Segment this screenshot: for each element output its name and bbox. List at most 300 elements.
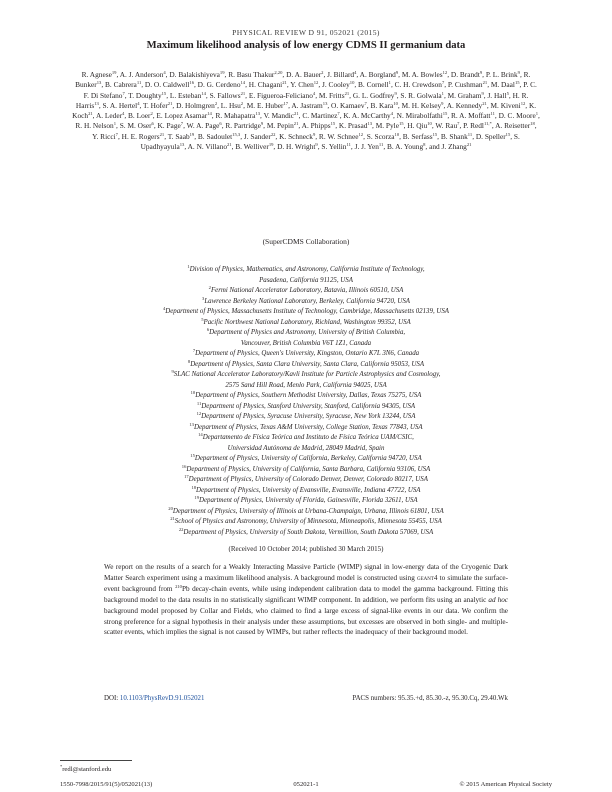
author-name: R. Basu Thakur xyxy=(228,70,275,79)
author xyxy=(215,111,260,120)
author-affiliation-mark: 9 xyxy=(312,131,316,137)
author xyxy=(400,91,444,100)
author-affiliation-mark: 17 xyxy=(283,100,289,106)
author-name: D. H. Wright xyxy=(277,142,316,152)
author-name: D. O. Caldwell xyxy=(144,80,190,90)
author-affiliation-mark: 21 xyxy=(482,100,487,106)
affiliation-text: Department of Physics, University of Evansville, Evansville, Indiana 47722, USA xyxy=(196,486,421,494)
author-affiliation-mark: 21 xyxy=(88,111,93,117)
affiliation-line xyxy=(60,328,552,339)
affiliation-text: Division of Physics, Mathematics, and Astronomy, California Institute of Technology, xyxy=(189,266,425,273)
affiliation-number: 15 xyxy=(190,453,195,458)
affiliation-number: 16 xyxy=(181,463,187,469)
author-affiliation-mark: 14 xyxy=(201,90,206,96)
author xyxy=(343,111,393,120)
author xyxy=(188,142,232,151)
author-affiliation-mark: 4 xyxy=(354,70,357,75)
affiliation-line xyxy=(60,307,552,318)
affiliation-text: Pacific Northwest National Laboratory, Richland, Washington 99352, USA xyxy=(203,318,411,326)
abstract-pb-mass: 210 xyxy=(175,583,182,589)
author-name: K. Koch xyxy=(72,100,537,121)
author xyxy=(120,70,166,79)
author xyxy=(235,142,273,151)
author-affiliation-mark: 21 xyxy=(227,142,232,148)
author-affiliation-mark: 15 xyxy=(330,121,336,127)
affiliation-number: 1 xyxy=(187,264,190,269)
affiliation-number: 6 xyxy=(206,327,210,332)
author-name: M. Pepin xyxy=(266,121,294,131)
author xyxy=(221,101,243,110)
affiliation-line xyxy=(60,339,552,350)
affiliation-number: 20 xyxy=(168,505,173,511)
author xyxy=(264,111,299,120)
footnote-divider xyxy=(60,760,132,761)
author-name: A. Leder xyxy=(95,111,123,121)
affiliation-number: 12 xyxy=(196,411,202,416)
affiliation-line xyxy=(60,412,552,423)
author xyxy=(302,111,339,120)
author-name: M. Graham xyxy=(447,90,482,100)
author-name: L. Hsu xyxy=(220,100,241,110)
author xyxy=(442,142,472,151)
author xyxy=(463,121,492,130)
author-affiliation-mark: 1 xyxy=(388,80,391,86)
affiliation-line xyxy=(60,475,552,486)
author-name: V. Mandic xyxy=(263,111,295,121)
author-name: G. L. Godfrey xyxy=(352,90,395,100)
affiliation-text: Departamento de Física Teórica and Instituto de Física Teórica UAM/CSIC, xyxy=(202,434,414,441)
author-affiliation-mark: 15 xyxy=(505,131,511,137)
author-name: K. Prasad xyxy=(338,121,368,131)
author-name: B. Welliver xyxy=(235,142,269,152)
author-affiliation-mark: 21 xyxy=(167,100,173,106)
author-affiliation-mark: 12 xyxy=(358,131,364,137)
affiliation-text: Department of Physics, Queen's University, Kingston, Ontario K7L 3N6, Canada xyxy=(195,350,420,357)
author xyxy=(249,80,287,89)
author xyxy=(279,132,315,141)
author-name: P. Cushman xyxy=(447,80,483,90)
author xyxy=(82,70,117,79)
author-affiliation-mark: 15 xyxy=(514,80,520,86)
author xyxy=(302,121,336,130)
author-affiliation-mark: 7 xyxy=(180,121,184,127)
author-name: A. Jastram xyxy=(291,100,323,110)
affiliation-text: Department of Physics, University of California, Santa Barbara, California 93106, USA xyxy=(186,465,431,473)
author-name: H. Qiu xyxy=(407,121,428,131)
author-name: B. Cabrera xyxy=(105,80,137,90)
author-affiliation-mark: 14 xyxy=(207,111,212,117)
author-name: E. Figueroa-Feliciano xyxy=(248,90,313,100)
author xyxy=(476,132,510,141)
author xyxy=(128,91,166,100)
author-name: R. A. Moffatt xyxy=(451,111,491,121)
author-affiliation-mark: 4 xyxy=(122,111,125,117)
author-name: R. Mahapatra xyxy=(215,111,256,121)
author-affiliation-mark: 21 xyxy=(293,121,299,127)
footnote xyxy=(60,766,111,773)
author-name: T. Doughty xyxy=(128,90,162,100)
affiliation-text: Universidad Autónoma de Madrid, 28049 Madrid, Spain xyxy=(227,444,385,452)
author xyxy=(355,142,384,151)
author xyxy=(358,80,391,89)
affiliation-text: SLAC National Accelerator Laboratory/Kavli Institute for Particle Astrophysics and Cosmology, xyxy=(173,371,441,378)
author-name: A. J. Anderson xyxy=(119,70,164,79)
author xyxy=(486,70,520,79)
affiliation-line xyxy=(60,528,552,539)
author-name: J. Sander xyxy=(243,131,271,141)
affiliation-number: 5 xyxy=(201,316,204,322)
author-name: A. N. Villano xyxy=(187,142,227,152)
author xyxy=(277,142,318,151)
affiliation-number: 14 xyxy=(198,432,203,437)
author xyxy=(397,111,448,120)
affiliation-number: 19 xyxy=(194,495,199,500)
author-name: B. A. Young xyxy=(387,142,424,152)
author xyxy=(387,142,425,151)
author-affiliation-mark: 4 xyxy=(312,90,316,96)
author-affiliation-mark: 16 xyxy=(189,80,194,86)
author-affiliation-mark: 5 xyxy=(506,90,509,96)
author-name: M. Kiveni xyxy=(490,100,521,110)
author xyxy=(158,121,184,130)
author-affiliation-mark: 10 xyxy=(349,80,355,86)
author-affiliation-mark: 6 xyxy=(219,121,222,127)
author-name: Y. Chen xyxy=(290,80,314,90)
author xyxy=(170,91,206,100)
author-name: H. R. Harris xyxy=(75,90,529,110)
author-affiliation-mark: 15 xyxy=(161,90,167,96)
author xyxy=(370,101,397,110)
affiliation-text: Department of Physics, University of South Dakota, Vermillion, South Dakota 57069, USA xyxy=(183,528,434,536)
author-affiliation-mark: 9 xyxy=(479,70,483,75)
author-affiliation-mark: 12 xyxy=(313,80,319,86)
author xyxy=(187,121,222,130)
author-affiliation-mark: 21 xyxy=(240,90,246,96)
author-name: B. Sadoulet xyxy=(197,131,233,141)
author xyxy=(168,132,194,141)
author-affiliation-mark: 11 xyxy=(136,80,142,86)
author-affiliation-mark: 2 xyxy=(240,100,244,106)
author xyxy=(321,142,351,151)
affiliation-text: Department of Physics, University of Colorado Denver, Denver, Colorado 80217, USA xyxy=(188,476,428,483)
author-affiliation-mark: 13 xyxy=(322,100,328,106)
author xyxy=(402,70,447,79)
author-affiliation-mark: 11 xyxy=(378,142,384,148)
author-name: L. Esteban xyxy=(169,90,202,100)
author-list: R. Agnese$^{19}$, A. J. Anderson$^4$, D. Balakishiyeva$^{19}$, R. Basu Thakur$^{2,20}$, D. A. Bauer$^2$, J. Billard$^4$, A. Borgland$^9$, M. A. Bowles$^{12}$, D. Brandt$^9$, P. L. Brink$^9$, R. Bunker$^{13}$, B. Cabrera$^{11}$, D. O. Caldwell$^{16}$, D. G. Cerdeno$^{14}$, H. Chagani$^{21}$, Y. Chen$^{12}$, J. Cooley$^{10}$, B. Cornell$^1$, C. H. Crewdson$^7$, P. Cushman$^{21}$, M. Daal$^{15}$, P. C. F. Di Stefano$^7$, T. Doughty$^{15}$, L. Esteban$^{14}$, S. Fallows$^{21}$, E. Figueroa-Feliciano$^4$, M. Fritts$^{21}$, G. L. Godfrey$^9$, S. R. Golwala$^1$, M. Graham$^9$, J. Hall$^5$, H. R. Harris$^{13}$, S. A. Hertel$^4$, T. Hofer$^{21}$, D. Holmgren$^2$, L. Hsu$^2$, M. E. Huber$^{17}$, A. Jastram$^{13}$, O. Kamaev$^7$, B. Kara$^{10}$, M. H. Kelsey$^9$, A. Kennedy$^{21}$, M. Kiveni$^{12}$, K. Koch$^{21}$, A. Leder$^4$, B. Loer$^2$, E. Lopez Asamar$^{14}$, R. Mahapatra$^{13}$, V. Mandic$^{21}$, C. Martinez$^7$, K. A. McCarthy$^4$, N. Mirabolfathi$^{15}$, R. A. Moffatt$^{11}$, D. C. Moore$^1$, R. H. Nelson$^1$, S. M. Oser$^6$, K. Page$^7$, W. A. Page$^6$, R. Partridge$^9$, M. Pepin$^{21}$, A. Phipps$^{15}$, K. Prasad$^{13}$, M. Pyle$^{15}$, H. Qiu$^{10}$, W. Rau$^7$, P. Redl$^{11,*}$, A. Reisetter$^{18}$, Y. Ricci$^7$, H. E. Rogers$^{21}$, T. Saab$^{19}$, B. Sadoulet$^{15,3}$, J. Sander$^{22}$, K. Schneck$^9$, R. W. Schnee$^{12}$, S. Scorza$^{10}$, B. Serfass$^{15}$, B. Shank$^{11}$, D. Speller$^{15}$, S. Upadhyayula$^{13}$, A. N. Villano$^{21}$, B. Welliver$^{19}$, D. H. Wright$^9$, S. Yellin$^{11}$, J. J. Yen$^{11}$, B. A. Young$^8$, and J. Zhang$^{21}$ xyxy=(72,70,540,152)
pacs-numbers: PACS numbers: 95.35.+d, 85.30.-z, 95.30.Cq, 29.40.Wk xyxy=(352,695,508,702)
footer-page-number: 052021-1 xyxy=(293,781,319,788)
affiliation-text: Vancouver, British Columbia V6T 1Z1, Canada xyxy=(240,339,372,347)
author-name: H. E. Rogers xyxy=(121,131,160,141)
author xyxy=(491,80,520,89)
author-affiliation-mark: 7 xyxy=(457,121,460,127)
author-name: R. W. Schnee xyxy=(318,131,359,141)
author-affiliation-mark: 22 xyxy=(270,131,276,137)
author xyxy=(267,121,299,130)
author-name: M. A. Bowles xyxy=(401,70,443,79)
author-name: D. Balakishiyeva xyxy=(169,70,220,79)
author-affiliation-mark: 19 xyxy=(189,131,195,137)
author-name: T. Saab xyxy=(167,131,190,141)
author xyxy=(499,111,538,120)
author xyxy=(451,111,495,120)
abstract-text-3: Pb decay-chain events, while using independent calibration data to model the gamma background. Fitting this background model to the data results in no statistically significant WIMP component. In addition, we perform fits using an analytic xyxy=(104,584,508,604)
author xyxy=(291,101,327,110)
author-affiliation-mark: 9 xyxy=(517,70,520,75)
author-name: S. A. Hertel xyxy=(102,100,138,110)
author-name: P. C. F. Di Stefano xyxy=(83,80,537,100)
author xyxy=(435,121,459,130)
author-affiliation-mark: 10 xyxy=(393,100,398,106)
author-affiliation-mark: 15 xyxy=(442,111,448,117)
author xyxy=(210,91,246,100)
affiliation-text: Pasadena, California 91125, USA xyxy=(259,276,353,284)
author-affiliation-mark: 1 xyxy=(113,121,117,127)
author xyxy=(105,80,141,89)
affiliation-line xyxy=(60,370,552,381)
author-affiliation-mark: 10 xyxy=(394,131,400,137)
author-affiliation-mark: 21 xyxy=(294,111,299,117)
author xyxy=(407,121,432,130)
affiliation-number: 10 xyxy=(190,390,196,395)
author-name: D. C. Moore xyxy=(498,111,536,121)
affiliation-number: 22 xyxy=(178,526,184,532)
author-affiliation-mark: 13 xyxy=(179,142,185,148)
affiliation-line xyxy=(60,402,552,413)
affiliation-text: Department of Physics, University of Illinois at Urbana-Champaign, Urbana, Illinois 61801, USA xyxy=(172,507,444,515)
author xyxy=(360,70,398,79)
author-name: T. Hofer xyxy=(143,100,168,110)
author xyxy=(441,132,472,141)
affiliation-text: Department of Physics, Syracuse University, Syracuse, New York 13244, USA xyxy=(201,413,416,420)
author-affiliation-mark: 4 xyxy=(163,70,166,75)
author xyxy=(327,70,356,79)
author xyxy=(244,132,276,141)
author-name: D. A. Bauer xyxy=(286,70,322,79)
abstract-geant4: geant4 xyxy=(416,573,438,582)
author-affiliation-mark: 9 xyxy=(315,142,318,148)
affiliation-text: Lawrence Berkeley National Laboratory, Berkeley, California 94720, USA xyxy=(204,297,410,305)
author-name: S. Yellin xyxy=(321,142,347,152)
affiliation-text: Department of Physics, University of Florida, Gainesville, Florida 32611, USA xyxy=(198,497,418,504)
author xyxy=(403,132,437,141)
affiliation-text: Department of Physics, Stanford University, Stanford, California 94305, USA xyxy=(201,402,416,410)
author-name: D. Brandt xyxy=(450,70,480,79)
affiliation-number: 8 xyxy=(187,358,191,364)
author xyxy=(339,121,372,130)
author-name: M. E. Huber xyxy=(246,100,284,110)
author xyxy=(176,101,217,110)
author-name: M. Pyle xyxy=(375,121,399,131)
abstract-text-1: We report on the results of a search for a Weakly Interacting Massive Particle (WIMP) signal in low-energy data of the Cryogenic Dark Matter Search experiment using a maximum likelihood analysis. A background model is constructed using xyxy=(104,563,508,582)
footer-copyright: © 2015 American Physical Society xyxy=(459,781,552,788)
author xyxy=(96,111,124,120)
author xyxy=(128,111,153,120)
author xyxy=(145,80,194,89)
collaboration-name: (SuperCDMS Collaboration) xyxy=(262,237,350,246)
author-name: M. Fritts xyxy=(318,90,345,100)
author-affiliation-mark: 2 xyxy=(150,111,153,117)
author xyxy=(319,91,349,100)
author-name: M. H. Kelsey xyxy=(401,100,442,110)
author-name: H. Chagani xyxy=(248,80,283,90)
author xyxy=(376,121,404,130)
author-affiliation-mark: 13 xyxy=(96,80,102,86)
author-name: W. A. Page xyxy=(186,121,220,131)
author-name: R. Bunker xyxy=(75,70,531,90)
affiliation-line xyxy=(60,433,552,444)
author xyxy=(487,91,508,100)
author-name: P. Redl xyxy=(463,121,484,131)
affiliation-number: 17 xyxy=(184,474,189,479)
footnote-mark: * xyxy=(60,764,63,769)
affiliation-line xyxy=(60,507,552,518)
author xyxy=(451,70,482,79)
doi-link[interactable]: 10.1103/PhysRevD.91.052021 xyxy=(119,695,205,702)
affiliation-number: 18 xyxy=(191,484,197,490)
affiliation-line xyxy=(60,349,552,360)
author-name: J. Cooley xyxy=(322,80,350,90)
author-name: A. Borgland xyxy=(359,70,396,79)
abstract-text-2: to simulate the surface-event background from xyxy=(104,573,508,593)
author xyxy=(143,101,172,110)
author-affiliation-mark: 21 xyxy=(282,80,287,86)
author-name: J. Zhang xyxy=(441,142,467,152)
author-affiliation-mark: 21 xyxy=(466,142,472,148)
author-affiliation-mark: 15,3 xyxy=(232,131,241,137)
affiliation-text: School of Physics and Astronomy, University of Minnesota, Minneapolis, Minnesota 55455, USA xyxy=(174,518,442,525)
author-affiliation-mark: 7 xyxy=(122,90,125,96)
author-affiliation-mark: 21 xyxy=(344,90,350,96)
author-affiliation-mark: 7 xyxy=(115,131,118,137)
author-affiliation-mark: 19 xyxy=(111,70,117,75)
affiliation-text: 2575 Sand Hill Road, Menlo Park, California 94025, USA xyxy=(225,381,387,389)
author xyxy=(353,91,397,100)
author-name: J. Billard xyxy=(327,70,355,79)
affiliation-line xyxy=(60,286,552,297)
author-affiliation-mark: 15 xyxy=(398,121,404,127)
affiliation-text: Department of Physics and Astronomy, University of British Columbia, xyxy=(209,329,406,336)
author xyxy=(225,121,263,130)
author-name: K. A. McCarthy xyxy=(343,111,391,121)
author-affiliation-mark: 9 xyxy=(260,121,264,127)
author xyxy=(448,80,487,89)
affiliation-line xyxy=(60,265,552,276)
affiliation-number: 4 xyxy=(162,306,166,311)
author xyxy=(367,132,399,141)
affiliation-line xyxy=(60,381,552,392)
author xyxy=(331,101,367,110)
author-affiliation-mark: 4 xyxy=(390,111,393,117)
author-name: B. Cornell xyxy=(358,80,389,90)
author-name: K. Schneck xyxy=(279,131,313,141)
author xyxy=(395,80,445,89)
author-name: N. Mirabolfathi xyxy=(396,111,443,121)
affiliation-text: Fermi National Accelerator Laboratory, Batavia, Illinois 60510, USA xyxy=(210,287,404,294)
author-affiliation-mark: 11,* xyxy=(483,121,492,127)
author xyxy=(103,101,140,110)
author xyxy=(447,101,487,110)
affiliation-line xyxy=(60,318,552,329)
author-name: C. Martinez xyxy=(302,111,338,121)
author-affiliation-mark: 11 xyxy=(346,142,351,148)
author-name: C. H. Crewdson xyxy=(394,80,442,90)
author-affiliation-mark: 19 xyxy=(268,142,274,148)
affiliation-number: 3 xyxy=(202,295,205,301)
author xyxy=(249,91,315,100)
affiliation-text: Department of Physics, Massachusetts Institute of Technology, Cambridge, Massachusetts 02139, USA xyxy=(165,308,450,315)
author-name: D. Holmgren xyxy=(176,100,215,110)
author-affiliation-mark: 9 xyxy=(394,90,397,96)
author-affiliation-mark: 15 xyxy=(432,131,438,137)
author xyxy=(228,70,282,79)
author-name: E. Lopez Asamar xyxy=(156,111,208,121)
author-name: O. Kamaev xyxy=(331,100,365,110)
abstract-adhoc: ad hoc xyxy=(488,595,508,604)
author xyxy=(198,80,245,89)
author xyxy=(495,121,535,130)
affiliation-list xyxy=(60,265,552,538)
affiliation-number: 11 xyxy=(196,400,202,406)
author-name: J. J. Yen xyxy=(354,142,379,152)
affiliation-text: Department of Physics, Southern Methodist University, Dallas, Texas 75275, USA xyxy=(195,392,422,399)
author-name: S. Fallows xyxy=(209,90,241,100)
author-name: W. Rau xyxy=(435,121,458,131)
author-affiliation-mark: 4 xyxy=(137,100,140,106)
author-name: B. Shank xyxy=(440,131,468,141)
abstract xyxy=(104,562,508,638)
author-affiliation-mark: 2 xyxy=(321,70,324,75)
author-affiliation-mark: 19 xyxy=(219,70,225,75)
affiliation-number: 21 xyxy=(170,516,175,521)
author-affiliation-mark: 7 xyxy=(441,80,445,86)
author-affiliation-mark: 18 xyxy=(530,121,535,127)
author-affiliation-mark: 12 xyxy=(442,70,448,75)
author-affiliation-mark: 14 xyxy=(240,80,246,86)
author-affiliation-mark: 7 xyxy=(337,111,340,117)
author-name: M. Daal xyxy=(490,80,515,90)
author xyxy=(247,101,288,110)
author-affiliation-mark: 1 xyxy=(441,90,444,96)
author-affiliation-mark: 13 xyxy=(94,100,99,106)
author-affiliation-mark: 7 xyxy=(364,100,367,106)
author-name: J. Hall xyxy=(487,90,507,100)
author xyxy=(286,70,323,79)
journal-header: PHYSICAL REVIEW D 91, 052021 (2015) xyxy=(232,28,380,37)
author-affiliation-mark: 2,20 xyxy=(274,70,283,75)
affiliation-text: Department of Physics, Santa Clara University, Santa Clara, California 95053, USA xyxy=(190,360,425,368)
affiliation-line xyxy=(60,486,552,497)
author-affiliation-mark: 11 xyxy=(490,111,495,117)
affiliation-line xyxy=(60,444,552,455)
author xyxy=(448,91,484,100)
footnote-email[interactable]: redl@stanford.edu xyxy=(62,766,112,773)
author-affiliation-mark: 9 xyxy=(395,70,399,75)
author-name: B. Loer xyxy=(128,111,151,121)
author-affiliation-mark: 8 xyxy=(423,142,426,148)
affiliation-line xyxy=(60,391,552,402)
author-affiliation-mark: 9 xyxy=(441,100,444,106)
author xyxy=(319,132,363,141)
author-name: S. Upadhyayula xyxy=(140,131,520,152)
author-name: B. Kara xyxy=(370,100,394,110)
doi-pacs-row xyxy=(104,695,508,702)
received-dates: (Received 10 October 2014; published 30 March 2015) xyxy=(228,545,384,553)
affiliation-line xyxy=(60,276,552,287)
affiliation-line xyxy=(60,360,552,371)
author-affiliation-mark: 21 xyxy=(482,80,488,86)
